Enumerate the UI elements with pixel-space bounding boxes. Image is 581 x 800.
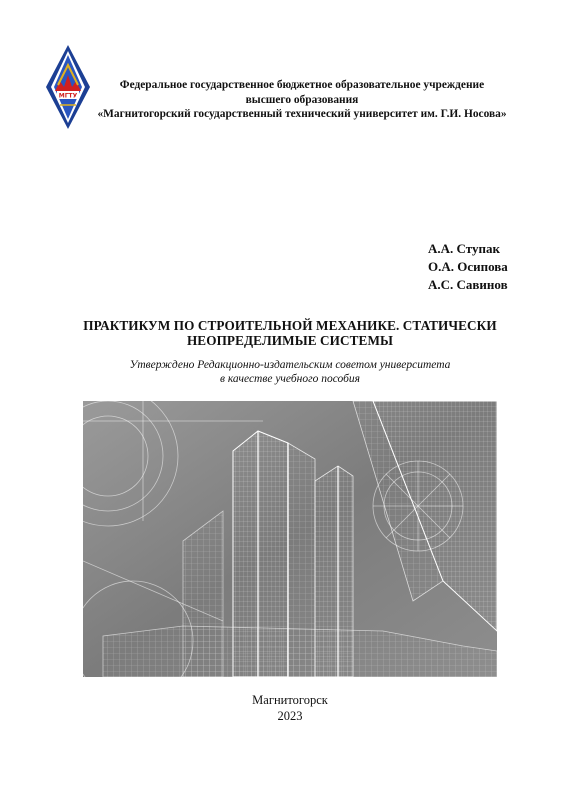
organization-name xyxy=(82,78,522,122)
org-line-3: «Магнитогорский государственный технический университет им. Г.И. Носова» xyxy=(97,108,507,120)
author-1: А.А. Ступак xyxy=(428,241,500,256)
title-line-2: НЕОПРЕДЕЛИМЫЕ СИСТЕМЫ xyxy=(186,333,394,348)
org-line-1: Федеральное государственное бюджетное образовательное учреждение xyxy=(119,79,485,91)
logo-text: МГТУ xyxy=(58,92,78,100)
approval-line-2: в качестве учебного пособия xyxy=(219,373,361,385)
author-3: А.С. Савинов xyxy=(428,277,508,292)
year: 2023 xyxy=(277,709,303,723)
cover-illustration xyxy=(83,401,497,677)
document-title xyxy=(50,318,530,348)
authors-list xyxy=(428,240,568,294)
publication-place-year xyxy=(230,692,350,724)
org-line-2: высшего образования xyxy=(245,93,359,106)
approval-line-1: Утверждено Редакционно-издательским советом университета xyxy=(129,359,451,371)
city: Магнитогорск xyxy=(252,693,328,707)
approval-note xyxy=(60,358,520,386)
author-2: О.А. Осипова xyxy=(428,259,508,274)
title-line-1: ПРАКТИКУМ ПО СТРОИТЕЛЬНОЙ МЕХАНИКЕ. СТАТИЧЕСКИ xyxy=(83,318,497,333)
